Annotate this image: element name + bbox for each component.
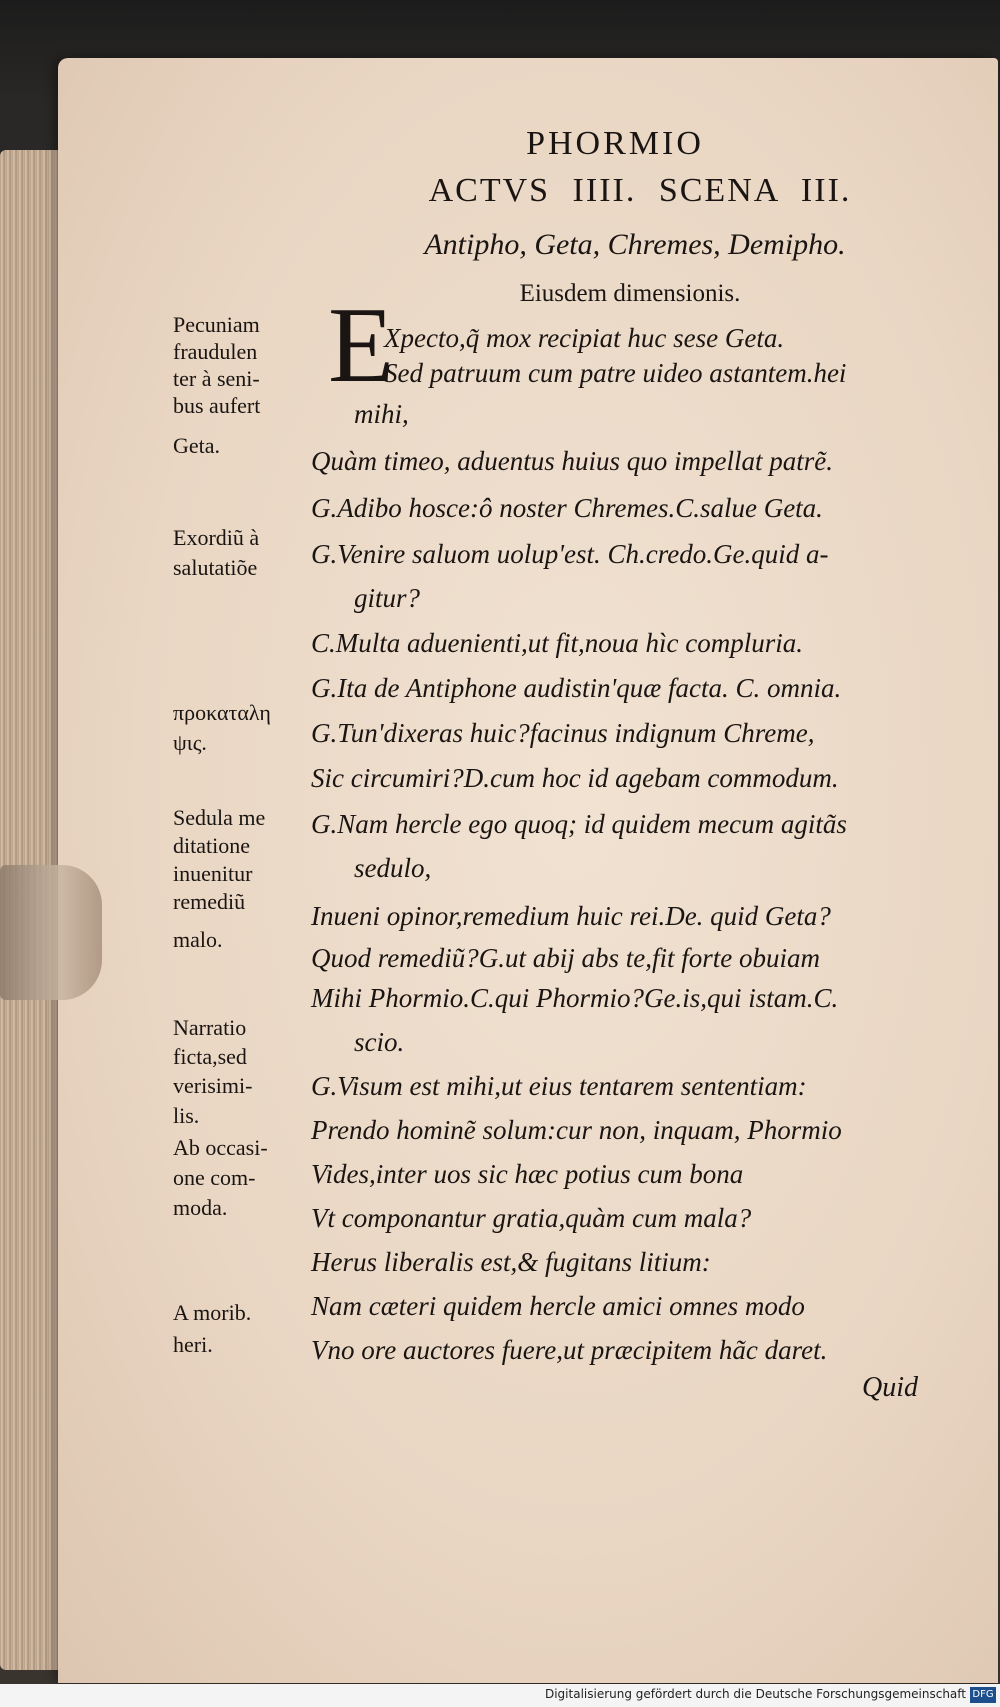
- catchword: Quid: [862, 1372, 918, 1403]
- margin-note: Pecuniam: [173, 312, 260, 337]
- drop-cap: E: [328, 286, 394, 405]
- margin-note: ditatione: [173, 833, 250, 858]
- margin-note: ψις.: [173, 730, 207, 755]
- footer-credit: Digitalisierung gefördert durch die Deutsche Forschungsgemeinschaft: [544, 1687, 966, 1701]
- text-line: G.Ita de Antiphone audistin'quæ facta. C. omnia.: [311, 673, 842, 703]
- margin-note: one com-: [173, 1165, 256, 1190]
- margin-note: salutatiõe: [173, 555, 258, 580]
- text-line: C.Multa aduenienti,ut fit,noua hìc compluria.: [311, 628, 803, 658]
- text-line: Quàm timeo, aduentus huius quo impellat patrẽ.: [311, 446, 833, 476]
- dfg-logo: DFG: [970, 1687, 996, 1703]
- text-line: Sic circumiri?D.cum hoc id agebam commodum.: [311, 763, 839, 793]
- running-title: PHORMIO: [526, 125, 704, 162]
- text-line: G.Tun'dixeras huic?facinus indignum Chreme,: [311, 718, 815, 748]
- margin-note: Exordiũ à: [173, 525, 260, 550]
- margin-note: moda.: [173, 1195, 228, 1220]
- margin-note: malo.: [173, 927, 223, 952]
- margin-note: Sedula me: [173, 805, 266, 830]
- text-line: G.Adibo hosce:ô noster Chremes.C.salue Geta.: [311, 493, 823, 523]
- character-list: Antipho, Geta, Chremes, Demipho.: [424, 228, 846, 261]
- text-line: Mihi Phormio.C.qui Phormio?Ge.is,qui istam.C.: [311, 983, 839, 1013]
- margin-note: remediũ: [173, 889, 246, 914]
- text-line: Prendo hominẽ solum:cur non, inquam, Phormio: [311, 1115, 842, 1145]
- margin-note: lis.: [173, 1103, 200, 1128]
- book-clasp: [0, 865, 102, 1000]
- margin-note: Narratio: [173, 1015, 247, 1040]
- text-line: G.Visum est mihi,ut eius tentarem sententiam:: [311, 1071, 807, 1101]
- margin-note: inuenitur: [173, 861, 253, 886]
- text-line: Herus liberalis est,& fugitans litium:: [311, 1247, 711, 1277]
- margin-note: verisimi-: [173, 1073, 253, 1098]
- text-line: Nam cæteri quidem hercle amici omnes modo: [311, 1291, 805, 1321]
- text-line: mihi,: [354, 399, 409, 429]
- text-line: Xpecto,q̃ mox recipiat huc sese Geta.: [384, 323, 785, 353]
- text-line: G.Venire saluom uolup'est. Ch.credo.Ge.quid a-: [311, 539, 829, 569]
- text-line: sedulo,: [354, 853, 432, 883]
- margin-note: A morib.: [173, 1300, 252, 1325]
- text-line: Vides,inter uos sic hæc potius cum bona: [311, 1159, 744, 1189]
- act-scene-heading: ACTVS IIII. SCENA III.: [428, 172, 852, 209]
- margin-note: ficta,sed: [173, 1044, 247, 1069]
- text-line: Vno ore auctores fuere,ut præcipitem hãc daret.: [311, 1335, 828, 1365]
- text-line: G.Nam hercle ego quoq; id quidem mecum agitãs: [311, 809, 847, 839]
- text-line: Inueni opinor,remedium huic rei.De. quid Geta?: [311, 901, 831, 931]
- text-line: Quod remediũ?G.ut abij abs te,fit forte obuiam: [311, 943, 820, 973]
- margin-note: bus aufert: [173, 393, 261, 418]
- text-line: gitur?: [354, 583, 421, 613]
- text-line: scio.: [354, 1027, 405, 1057]
- margin-note: προκαταλη: [173, 700, 271, 725]
- margin-note: heri.: [173, 1332, 213, 1357]
- margin-note: fraudulen: [173, 339, 258, 364]
- text-line: Vt componantur gratia,quàm cum mala?: [311, 1203, 752, 1233]
- meter-note: Eiusdem dimensionis.: [519, 280, 741, 307]
- margin-note: Geta.: [173, 433, 221, 458]
- text-line: Sed patruum cum patre uideo astantem.hei: [384, 358, 847, 388]
- margin-note: ter à seni-: [173, 366, 260, 391]
- margin-note: Ab occasi-: [173, 1135, 268, 1160]
